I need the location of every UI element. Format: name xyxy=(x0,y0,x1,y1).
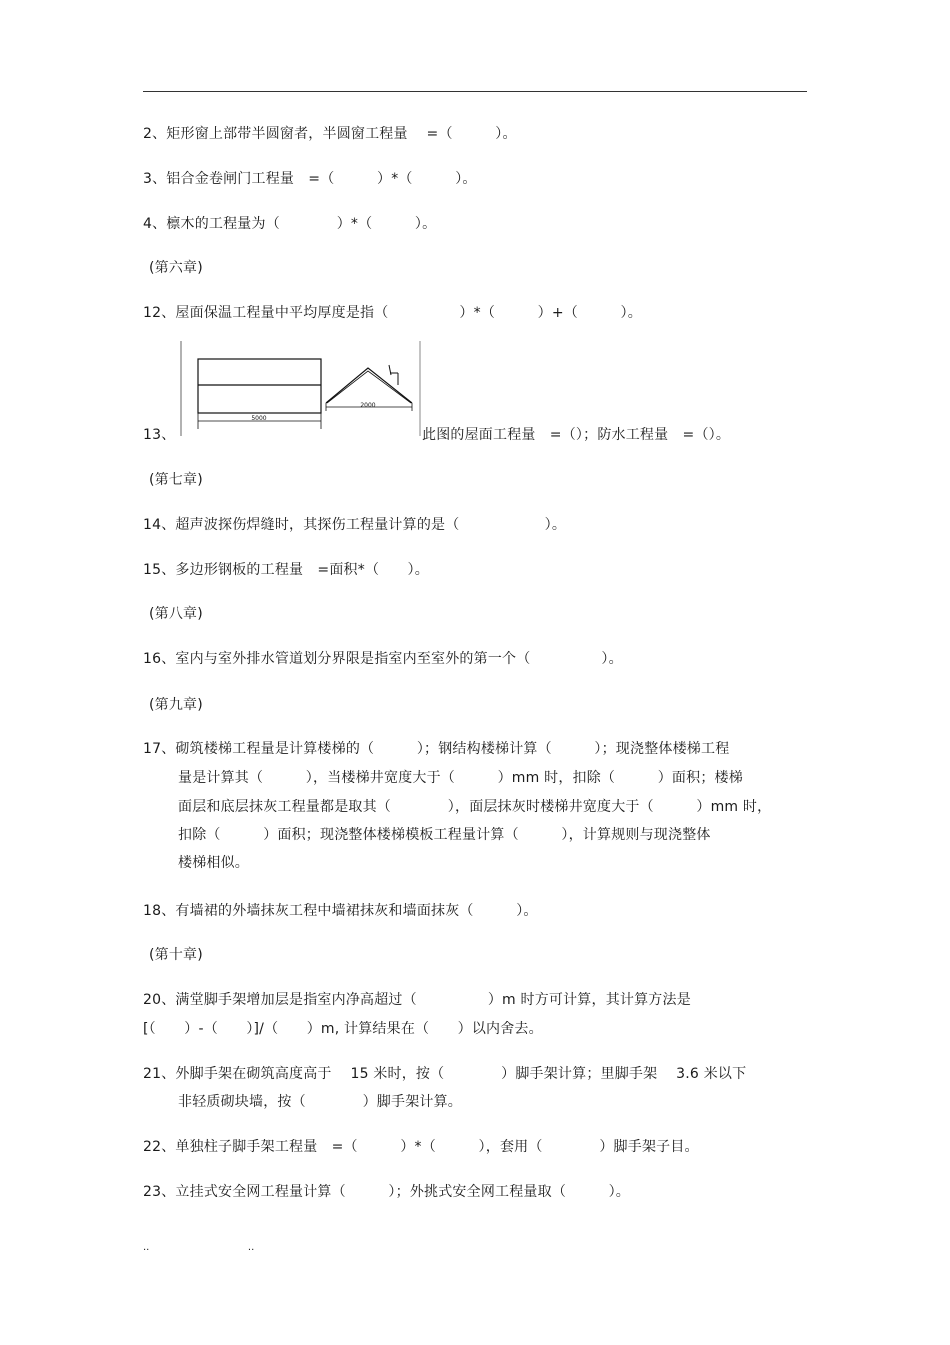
question-14: 14、超声波探伤焊缝时，其探伤工程量计算的是（ ）。 xyxy=(143,517,567,533)
question-4: 4、檩木的工程量为（ ）*（ ）。 xyxy=(143,216,437,232)
question-21-line-1: 21、外脚手架在砌筑高度高于 15 米时，按（ ）脚手架计算；里脚手架 3.6 米以下 xyxy=(143,1066,747,1082)
question-17-line-5: 楼梯相似。 xyxy=(178,855,249,871)
question-3: 3、铝合金卷闸门工程量 =（ ）*（ ）。 xyxy=(143,171,477,187)
question-23: 23、立挂式安全网工程量计算（ ）；外挑式安全网工程量取（ ）。 xyxy=(143,1184,631,1200)
question-20-line-2: [（ ）-（ ）]/（ ）m, 计算结果在（ ）以内舍去。 xyxy=(143,1021,543,1037)
question-20-line-1: 20、满堂脚手架增加层是指室内净高超过（ ）m 时方可计算，其计算方法是 xyxy=(143,992,691,1008)
question-12: 12、屋面保温工程量中平均厚度是指（ ）*（ ）+（ ）。 xyxy=(143,305,642,321)
question-17-line-2: 量是计算其（ ），当楼梯井宽度大于（ ）mm 时，扣除（ ）面积；楼梯 xyxy=(178,770,743,786)
question-17-line-3: 面层和底层抹灰工程量都是取其（ ），面层抹灰时楼梯井宽度大于（ ）mm 时， xyxy=(178,799,772,815)
question-17-line-4: 扣除（ ）面积；现浇整体楼梯模板工程量计算（ ），计算规则与现浇整体 xyxy=(178,827,711,843)
question-16: 16、室内与室外排水管道划分界限是指室内至室外的第一个（ ）。 xyxy=(143,651,623,667)
chapter-heading-9: (第九章) xyxy=(149,697,203,713)
chapter-heading-8: (第八章) xyxy=(149,606,203,622)
question-17-line-1: 17、砌筑楼梯工程量是计算楼梯的（ ）；钢结构楼梯计算（ ）；现浇整体楼梯工程 xyxy=(143,741,730,757)
question-2: 2、矩形窗上部带半圆窗者，半圆窗工程量 =（ ）。 xyxy=(143,126,517,142)
question-22: 22、单独柱子脚手架工程量 =（ ）*（ ），套用（ ）脚手架子目。 xyxy=(143,1139,699,1155)
page-footer: .. .. xyxy=(143,1242,255,1253)
dimension-left: 5000 xyxy=(251,415,267,422)
chapter-heading-10: (第十章) xyxy=(149,947,203,963)
chapter-heading-6: (第六章) xyxy=(149,260,203,276)
header-rule xyxy=(143,91,807,92)
question-15: 15、多边形钢板的工程量 =面积*（ ）。 xyxy=(143,562,429,578)
question-13-number: 13、 xyxy=(143,427,176,443)
chapter-heading-7: (第七章) xyxy=(149,472,203,488)
roof-diagram xyxy=(180,341,422,436)
dimension-right: 2000 xyxy=(360,402,376,409)
question-13-text: 此图的屋面工程量 =（）；防水工程量 =（）。 xyxy=(422,427,731,443)
question-18: 18、有墙裙的外墙抹灰工程中墙裙抹灰和墙面抹灰（ ）。 xyxy=(143,903,538,919)
question-21-line-2: 非轻质砌块墙，按（ ）脚手架计算。 xyxy=(178,1094,462,1110)
